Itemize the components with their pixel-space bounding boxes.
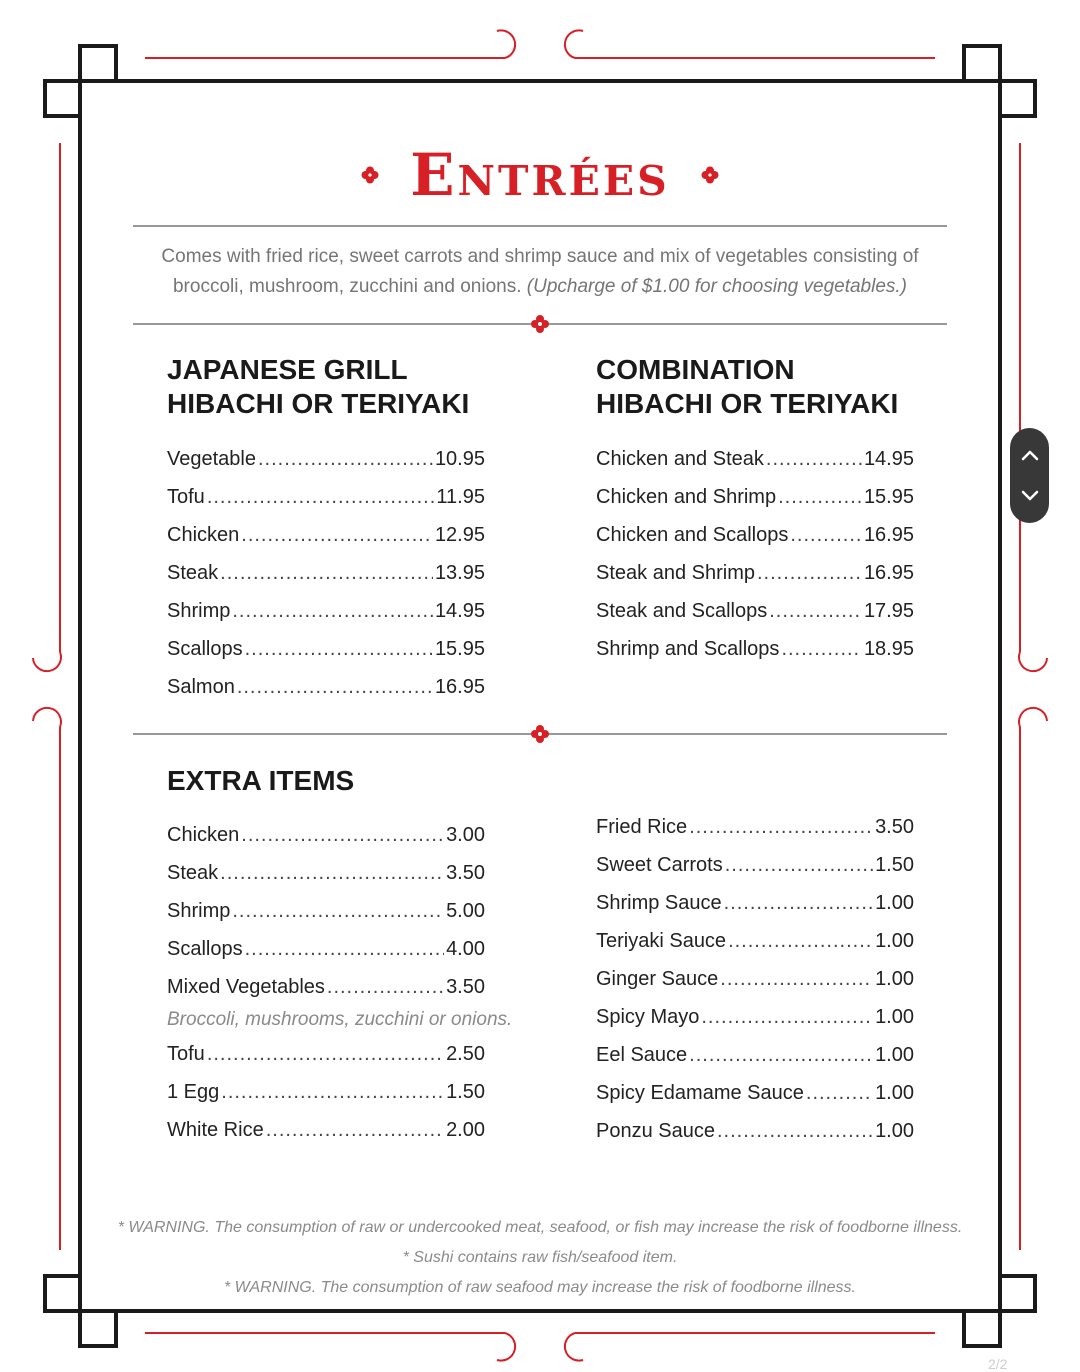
section-title-line: HIBACHI OR TERIYAKI (596, 388, 899, 419)
menu-item-name: Scallops (167, 938, 243, 960)
dot-leader (769, 600, 862, 624)
menu-item-price: 12.95 (434, 524, 485, 546)
warnings (0, 1213, 1080, 1303)
menu-item (167, 976, 485, 1004)
divider-ornaments (531, 315, 549, 743)
menu-item-price: 14.95 (863, 448, 914, 470)
menu-item (167, 1119, 485, 1147)
dot-leader (790, 524, 862, 548)
menu-item-name: Steak and Scallops (596, 600, 768, 622)
menu-item-price: 16.95 (863, 524, 914, 546)
menu-item-name: Teriyaki Sauce (596, 930, 727, 952)
page-up-button[interactable] (1018, 443, 1042, 467)
menu-item-name: White Rice (167, 1119, 264, 1141)
menu-item (596, 930, 914, 958)
menu-item (596, 524, 914, 552)
menu-item-name: Eel Sauce (596, 1044, 688, 1066)
menu-item-name: Vegetable (167, 448, 256, 470)
dot-leader (781, 638, 862, 662)
dot-leader (245, 638, 433, 662)
menu-item-name: Chicken and Shrimp (596, 486, 777, 508)
menu-item-price: 15.95 (863, 486, 914, 508)
dot-leader (689, 1044, 873, 1068)
dot-leader (327, 976, 444, 1000)
dot-leader (245, 938, 444, 962)
section-title-line: HIBACHI OR TERIYAKI (167, 388, 470, 419)
menu-item (167, 448, 485, 476)
menu-item-price: 2.00 (446, 1119, 485, 1141)
menu-item-price: 5.00 (446, 900, 485, 922)
warning-line: * WARNING. The consumption of raw seafood may increase the risk of foodborne illness. (224, 1279, 856, 1296)
menu-item (596, 562, 914, 590)
menu-item-price: 1.50 (446, 1081, 485, 1103)
menu-item-price: 3.50 (446, 976, 485, 998)
menu-item-price: 3.50 (446, 862, 485, 884)
menu-item-name: Chicken and Steak (596, 448, 764, 470)
menu-item (167, 562, 485, 590)
menu-item (167, 900, 485, 928)
menu-item-price: 18.95 (863, 638, 914, 660)
menu-item-price: 16.95 (863, 562, 914, 584)
menu-item-price: 16.95 (434, 676, 485, 698)
menu-item (167, 1081, 485, 1109)
menu-item-name: Shrimp (167, 900, 231, 922)
section-title-japanese-grill (167, 353, 469, 421)
menu-item-price: 1.00 (875, 1082, 914, 1104)
page-title: Entrées (410, 141, 670, 209)
menu-item (167, 638, 485, 666)
dot-leader (701, 1006, 873, 1030)
warning-line: * Sushi contains raw fish/seafood item. (402, 1249, 678, 1266)
menu-item (167, 600, 485, 628)
menu-item (596, 448, 914, 476)
menu-item-name: Shrimp and Scallops (596, 638, 780, 660)
dot-leader (241, 524, 433, 548)
chevron-down-icon (1021, 490, 1039, 502)
menu-item-price: 1.00 (875, 892, 914, 914)
intro-description (133, 242, 947, 302)
menu-item-price: 11.95 (436, 486, 485, 508)
dot-leader (207, 486, 435, 510)
menu-item-name: Ponzu Sauce (596, 1120, 715, 1142)
menu-item-price: 3.50 (875, 816, 914, 838)
menu-item-price: 2.50 (446, 1043, 485, 1065)
menu-item-name: Mixed Vegetables (167, 976, 325, 998)
section-title-extra-items: EXTRA ITEMS (167, 765, 355, 796)
menu-item-price: 14.95 (434, 600, 485, 622)
menu-item-name: Sweet Carrots (596, 854, 723, 876)
page-indicator: 2/2 (988, 1356, 1008, 1372)
dot-leader (241, 824, 444, 848)
menu-item-name: Salmon (167, 676, 235, 698)
dot-leader (766, 448, 862, 472)
menu-item-name: Steak and Shrimp (596, 562, 755, 584)
menu-item (596, 968, 914, 996)
page-down-button[interactable] (1018, 484, 1042, 508)
quatrefoil-icon (700, 165, 720, 185)
dot-leader (232, 600, 433, 624)
menu-item-name: Steak (167, 862, 219, 884)
menu-item-price: 1.50 (875, 854, 914, 876)
menu-item-name: 1 Egg (167, 1081, 220, 1103)
dot-leader (757, 562, 862, 586)
menu-item (596, 638, 914, 666)
dot-leader (220, 562, 433, 586)
menu-item-price: 1.00 (875, 930, 914, 952)
menu-item-price: 1.00 (875, 968, 914, 990)
dot-leader (689, 816, 873, 840)
menu-item-price: 10.95 (434, 448, 485, 470)
dot-leader (806, 1082, 873, 1106)
intro-text: Comes with fried rice, sweet carrots and shrimp sauce and mix of vegetables consisting of broccoli, mushroom, zucchini and onions. (161, 246, 919, 297)
quatrefoil-icon (360, 165, 380, 185)
menu-item (167, 524, 485, 552)
section-title-combination (596, 353, 898, 421)
menu-item-price: 3.00 (446, 824, 485, 846)
menu-item-name: Spicy Edamame Sauce (596, 1082, 804, 1104)
dot-leader (221, 1081, 444, 1105)
section-title-line: JAPANESE GRILL (167, 354, 408, 385)
menu-item (167, 1043, 485, 1071)
menu-item-name: Steak (167, 562, 219, 584)
dot-leader (220, 862, 444, 886)
dot-leader (778, 486, 862, 510)
menu-item-price: 17.95 (863, 600, 914, 622)
dot-leader (237, 676, 433, 700)
menu-item (167, 824, 485, 852)
menu-item-name: Tofu (167, 1043, 205, 1065)
menu-item (596, 816, 914, 844)
page-header (0, 135, 1080, 215)
menu-item-name: Tofu (167, 486, 205, 508)
menu-item-price: 4.00 (446, 938, 485, 960)
page-nav-control (1010, 428, 1049, 523)
dot-leader (266, 1119, 444, 1143)
warning-line: * WARNING. The consumption of raw or undercooked meat, seafood, or fish may increase the risk of foodborne illness. (117, 1219, 963, 1236)
menu-item-name: Chicken (167, 524, 240, 546)
dot-leader (717, 1120, 873, 1144)
menu-item-name: Chicken and Scallops (596, 524, 789, 546)
section-title-line: COMBINATION (596, 354, 795, 385)
menu-item (596, 1120, 914, 1148)
dot-leader (720, 968, 873, 992)
menu-item (596, 486, 914, 514)
menu-item-price: 15.95 (434, 638, 485, 660)
menu-item-name: Shrimp (167, 600, 231, 622)
dot-leader (258, 448, 433, 472)
menu-item-price: 1.00 (875, 1006, 914, 1028)
dot-leader (725, 854, 873, 878)
intro-upcharge-note: (Upcharge of $1.00 for choosing vegetables.) (526, 276, 908, 297)
mixed-vegetables-note: Broccoli, mushrooms, zucchini or onions. (167, 1009, 513, 1030)
menu-item (596, 892, 914, 920)
menu-item (167, 938, 485, 966)
chevron-up-icon (1021, 449, 1039, 461)
menu-item-price: 1.00 (875, 1120, 914, 1142)
dot-leader (232, 900, 444, 924)
menu-item (596, 600, 914, 628)
menu-item-name: Scallops (167, 638, 243, 660)
menu-item-price: 1.00 (875, 1044, 914, 1066)
menu-item-name: Chicken (167, 824, 240, 846)
menu-item-name: Shrimp Sauce (596, 892, 722, 914)
menu-item (596, 1082, 914, 1110)
menu-item (596, 1006, 914, 1034)
dot-leader (724, 892, 873, 916)
menu-item (167, 676, 485, 704)
menu-item (167, 862, 485, 890)
menu-item (167, 486, 485, 514)
menu-item-name: Fried Rice (596, 816, 688, 838)
menu-item-price: 13.95 (434, 562, 485, 584)
menu-item (596, 1044, 914, 1072)
menu-item (596, 854, 914, 882)
dot-leader (207, 1043, 444, 1067)
menu-item-name: Ginger Sauce (596, 968, 719, 990)
menu-item-name: Spicy Mayo (596, 1006, 700, 1028)
dot-leader (728, 930, 873, 954)
